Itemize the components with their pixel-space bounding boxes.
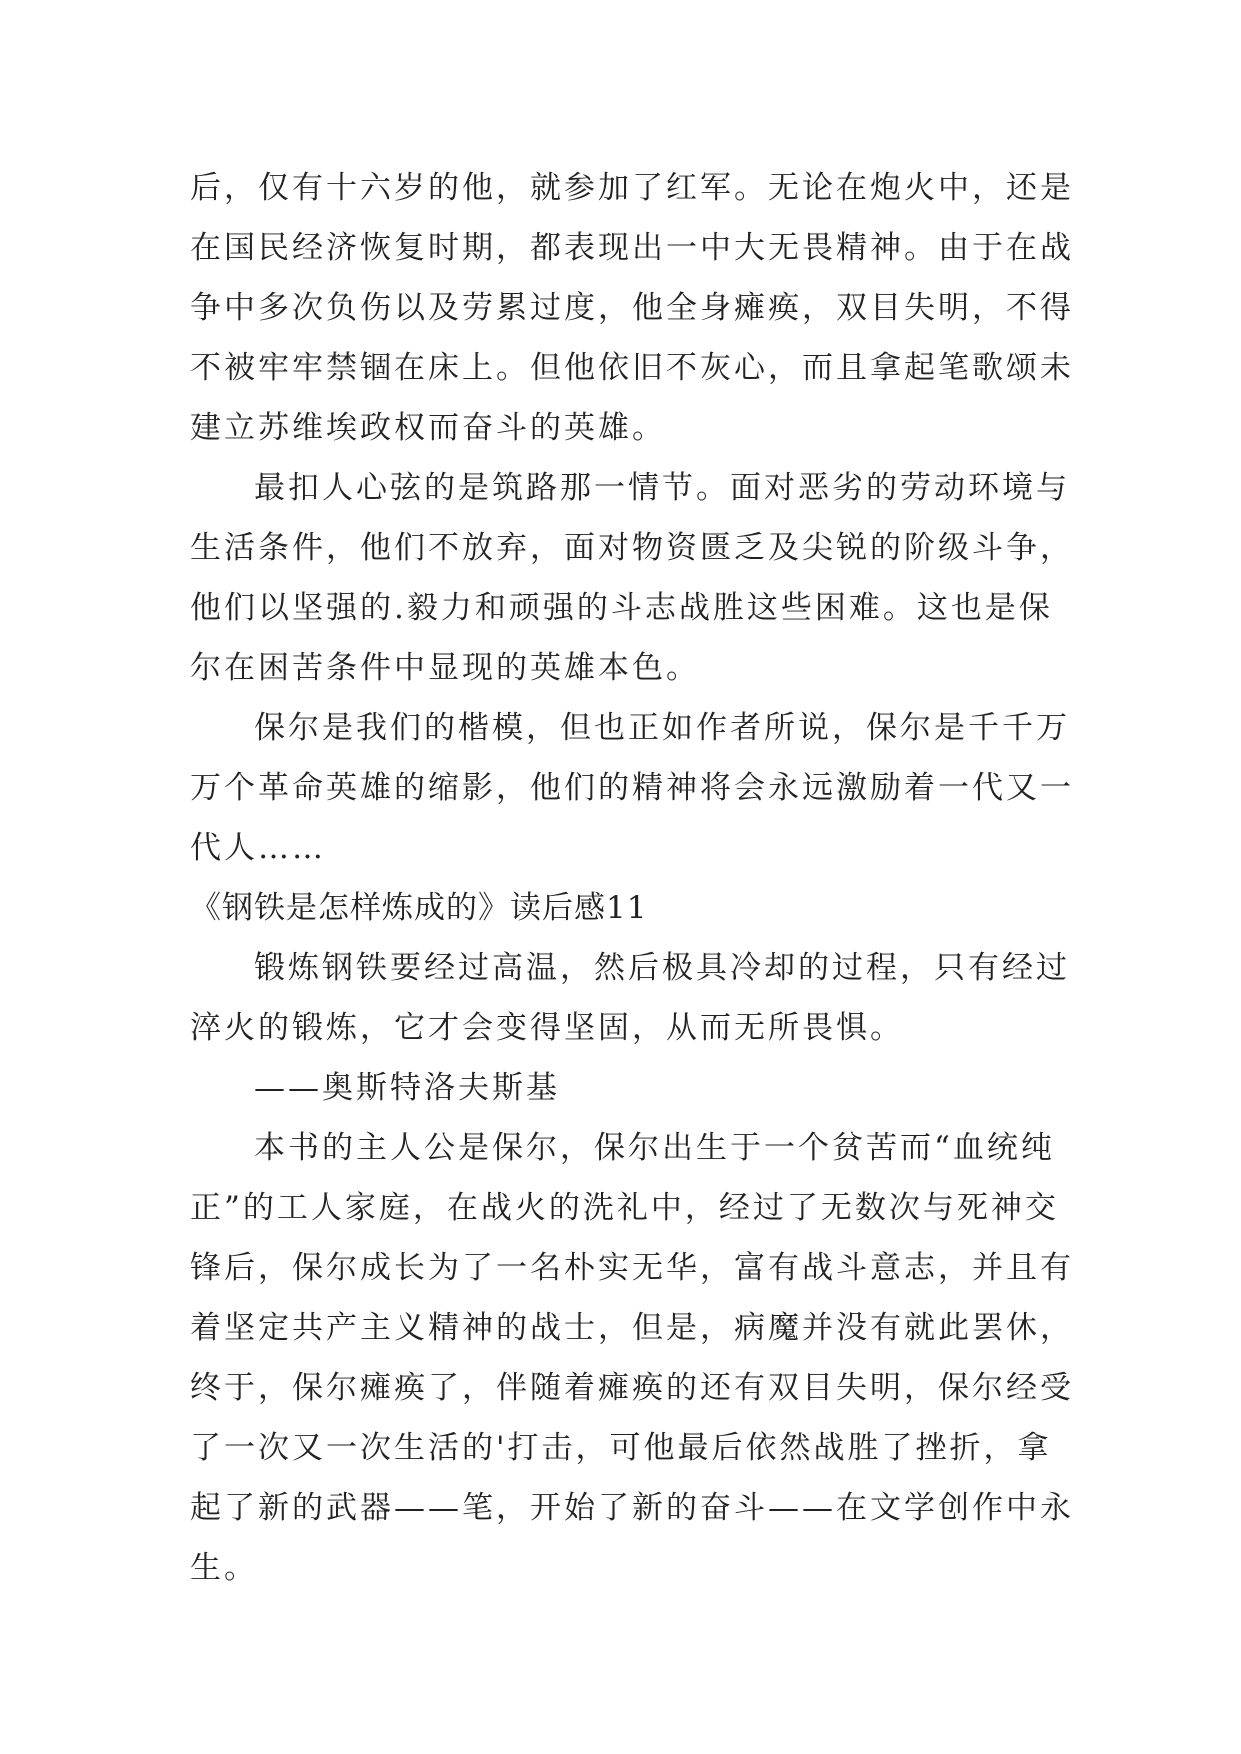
text-line: 尔在困苦条件中显现的英雄本色。: [190, 650, 700, 686]
text-line: 着坚定共产主义精神的战士，但是，病魔并没有就此罢休，: [190, 1310, 1074, 1346]
paragraph-start-line: 锻炼钢铁要经过高温，然后极具冷却的过程，只有经过: [254, 950, 1070, 986]
text-line: 锋后，保尔成长为了一名朴实无华，富有战斗意志，并且有: [190, 1250, 1074, 1286]
text-line: 争中多次负伤以及劳累过度，他全身瘫痪，双目失明，不得: [190, 290, 1074, 326]
text-line: 正”的工人家庭，在战火的洗礼中，经过了无数次与死神交: [190, 1190, 1059, 1226]
section-heading: 《钢铁是怎样炼成的》读后感11: [190, 890, 648, 926]
paragraph-start-line: 保尔是我们的楷模，但也正如作者所说，保尔是千千万: [254, 710, 1070, 746]
paragraph-start-line: 本书的主人公是保尔，保尔出生于一个贫苦而“血统纯: [254, 1130, 1055, 1166]
quote-attribution: ——奥斯特洛夫斯基: [254, 1070, 560, 1106]
text-line: 了一次又一次生活的'打击，可他最后依然战胜了挫折，拿: [190, 1430, 1052, 1466]
text-line: 他们以坚强的.毅力和顽强的斗志战胜这些困难。这也是保: [190, 590, 1053, 626]
text-line: 生活条件，他们不放弃，面对物资匮乏及尖锐的阶级斗争，: [190, 530, 1074, 566]
text-line: 不被牢牢禁锢在床上。但他依旧不灰心，而且拿起笔歌颂未: [190, 350, 1074, 386]
body-text: [190, 158, 1074, 1598]
paragraph-start-line: 最扣人心弦的是筑路那一情节。面对恶劣的劳动环境与: [254, 470, 1070, 506]
text-line: 生。: [190, 1550, 258, 1586]
text-line: 终于，保尔瘫痪了，伴随着瘫痪的还有双目失明，保尔经受: [190, 1370, 1074, 1406]
text-line: 在国民经济恢复时期，都表现出一中大无畏精神。由于在战: [190, 230, 1074, 266]
text-line: 万个革命英雄的缩影，他们的精神将会永远激励着一代又一: [190, 770, 1074, 806]
text-line: 建立苏维埃政权而奋斗的英雄。: [190, 410, 666, 446]
text-line: 后，仅有十六岁的他，就参加了红军。无论在炮火中，还是: [190, 170, 1074, 206]
text-line: 淬火的锻炼，它才会变得坚固，从而无所畏惧。: [190, 1010, 904, 1046]
text-line: 起了新的武器——笔，开始了新的奋斗——在文学创作中永: [190, 1490, 1074, 1526]
text-line: 代人……: [190, 830, 326, 866]
